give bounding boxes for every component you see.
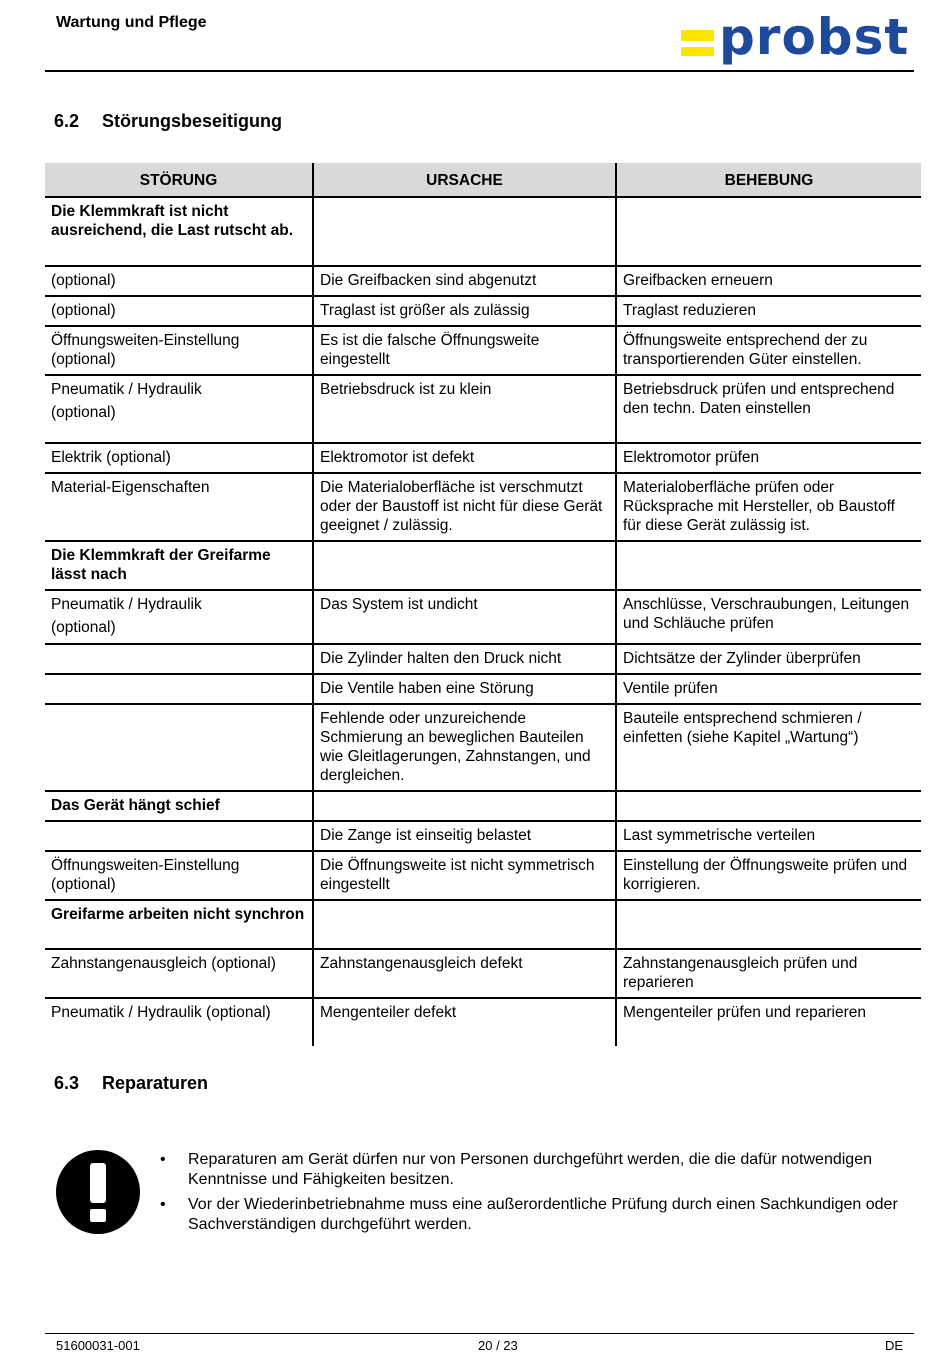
- cell-ursache: [313, 541, 616, 590]
- cell-stoerung: Öffnungsweiten-Einstellung (optional): [45, 326, 313, 375]
- table-row: [45, 266, 921, 296]
- cell-behebung: Einstellung der Öffnungsweite prüfen und korrigieren.: [616, 851, 921, 900]
- cell-stoerung: [45, 821, 313, 851]
- section-heading-6-2: [54, 111, 282, 132]
- table-row: [45, 851, 921, 900]
- cell-ursache: Die Greifbacken sind abgenutzt: [313, 266, 616, 296]
- table-row: [45, 674, 921, 704]
- section-heading-6-3: [54, 1073, 208, 1094]
- table-row: [45, 375, 921, 443]
- troubleshooting-table: [45, 163, 921, 1046]
- cell-behebung: Ventile prüfen: [616, 674, 921, 704]
- cell-stoerung: [45, 704, 313, 791]
- table-row: [45, 998, 921, 1046]
- table-header-row: [45, 163, 921, 197]
- cell-ursache: Die Zylinder halten den Druck nicht: [313, 644, 616, 674]
- cell-stoerung: Elektrik (optional): [45, 443, 313, 473]
- cell-stoerung: Das Gerät hängt schief: [45, 791, 313, 821]
- cell-stoerung: Pneumatik / Hydraulik (optional): [51, 1004, 271, 1021]
- cell-behebung: [616, 791, 921, 821]
- cell-line: (optional): [51, 619, 116, 636]
- cell-ursache: Mengenteiler defekt: [313, 998, 616, 1046]
- list-item-text: Vor der Wiederinbetriebnahme muss eine außerordentliche Prüfung durch einen Sachkundigen oder Sachverständigen durchgeführt werden.: [188, 1196, 898, 1233]
- table-row: [45, 590, 921, 644]
- cell-behebung: Betriebsdruck prüfen und entsprechend den techn. Daten einstellen: [616, 375, 921, 443]
- cell-stoerung: [45, 375, 313, 443]
- cell-behebung: Anschlüsse, Verschraubungen, Leitungen und Schläuche prüfen: [616, 590, 921, 644]
- cell-stoerung: (optional): [45, 296, 313, 326]
- cell-ursache: Traglast ist größer als zulässig: [313, 296, 616, 326]
- cell-behebung: Bauteile entsprechend schmieren / einfetten (siehe Kapitel „Wartung“): [616, 704, 921, 791]
- footer-page-number: 20 / 23: [478, 1338, 518, 1353]
- logo-bar-top: [681, 30, 714, 41]
- cell-ursache: [313, 791, 616, 821]
- table-row: [45, 644, 921, 674]
- column-header-ursache: URSACHE: [313, 163, 616, 197]
- cell-ursache: Die Materialoberfläche ist verschmutzt oder der Baustoff ist nicht für diese Gerät geeignet / zulässig.: [313, 473, 616, 541]
- cell-behebung: [616, 197, 921, 266]
- table-row: [45, 326, 921, 375]
- cell-ursache: Das System ist undicht: [313, 590, 616, 644]
- cell-stoerung: Die Klemmkraft der Greifarme lässt nach: [45, 541, 313, 590]
- cell-behebung: Last symmetrische verteilen: [616, 821, 921, 851]
- cell-behebung: Materialoberfläche prüfen oder Rücksprache mit Hersteller, ob Baustoff für diese Gerät zulässig ist.: [616, 473, 921, 541]
- table-row: [45, 296, 921, 326]
- section-title: Reparaturen: [102, 1073, 209, 1093]
- cell-stoerung: [45, 590, 313, 644]
- cell-stoerung: Öffnungsweiten-Einstellung (optional): [45, 851, 313, 900]
- footer-language: DE: [885, 1338, 904, 1353]
- exclamation-icon: [55, 1149, 141, 1235]
- cell-stoerung: Material-Eigenschaften: [45, 473, 313, 541]
- cell-ursache: Die Zange ist einseitig belastet: [313, 821, 616, 851]
- table-row: [45, 443, 921, 473]
- cell-line: Pneumatik / Hydraulik: [51, 596, 202, 613]
- cell-stoerung: [45, 644, 313, 674]
- cell-ursache: Zahnstangenausgleich defekt: [313, 949, 616, 998]
- cell-ursache: Die Öffnungsweite ist nicht symmetrisch eingestellt: [313, 851, 616, 900]
- cell-behebung: Greifbacken erneuern: [616, 266, 921, 296]
- table-row: [45, 900, 921, 949]
- list-item-text: Reparaturen am Gerät dürfen nur von Personen durchgeführt werden, die die dafür notwendigen Kenntnisse und Fähigkeiten besitzen.: [188, 1151, 872, 1188]
- section-title: Störungsbeseitigung: [102, 111, 282, 131]
- cell-behebung: Öffnungsweite entsprechend der zu transportierenden Güter einstellen.: [616, 326, 921, 375]
- logo-bar-bottom: [681, 47, 714, 56]
- table-row: [45, 197, 921, 266]
- table-row: [45, 949, 921, 998]
- list-item: • Reparaturen am Gerät dürfen nur von Personen durchgeführt werden, die die dafür notwendigen Kenntnisse und Fähigkeiten besitzen.: [160, 1151, 872, 1188]
- page-header-title: Wartung und Pflege: [56, 14, 207, 31]
- cell-behebung: Traglast reduzieren: [616, 296, 921, 326]
- header-divider: [45, 70, 914, 72]
- cell-ursache: Fehlende oder unzureichende Schmierung an beweglichen Bauteilen wie Gleitlagerungen, Zahnstangen, und dergleichen.: [313, 704, 616, 791]
- section-number: 6.2: [54, 111, 80, 131]
- logo-text: probst: [719, 8, 910, 66]
- footer-doc-number: 51600031-001: [56, 1338, 140, 1353]
- list-item: • Vor der Wiederinbetriebnahme muss eine außerordentliche Prüfung durch einen Sachkundigen oder Sachverständigen durchgeführt werden.: [160, 1196, 898, 1233]
- cell-ursache: [313, 900, 616, 949]
- cell-stoerung: (optional): [45, 266, 313, 296]
- cell-ursache: Elektromotor ist defekt: [313, 443, 616, 473]
- cell-ursache: Es ist die falsche Öffnungsweite eingestellt: [313, 326, 616, 375]
- cell-behebung: Zahnstangenausgleich prüfen und reparieren: [616, 949, 921, 998]
- table-row: [45, 791, 921, 821]
- footer-divider: [45, 1333, 914, 1334]
- cell-behebung: [616, 900, 921, 949]
- cell-stoerung: Die Klemmkraft ist nicht ausreichend, die Last rutscht ab.: [45, 197, 313, 266]
- probst-logo: [681, 8, 913, 68]
- cell-ursache: Die Ventile haben eine Störung: [313, 674, 616, 704]
- cell-stoerung: Greifarme arbeiten nicht synchron: [45, 900, 313, 949]
- warning-list: [160, 1150, 910, 1240]
- cell-behebung: Elektromotor prüfen: [616, 443, 921, 473]
- column-header-stoerung: STÖRUNG: [45, 163, 313, 197]
- table-row: [45, 821, 921, 851]
- cell-behebung: [616, 541, 921, 590]
- table-row: [45, 704, 921, 791]
- section-number: 6.3: [54, 1073, 80, 1093]
- column-header-behebung: BEHEBUNG: [616, 163, 921, 197]
- cell-ursache: Betriebsdruck ist zu klein: [313, 375, 616, 443]
- cell-line: Pneumatik / Hydraulik: [51, 381, 202, 398]
- table-row: [45, 473, 921, 541]
- cell-behebung: Dichtsätze der Zylinder überprüfen: [616, 644, 921, 674]
- cell-behebung: Mengenteiler prüfen und reparieren: [616, 998, 921, 1046]
- cell-stoerung: Zahnstangenausgleich (optional): [45, 949, 313, 998]
- cell-stoerung: [45, 674, 313, 704]
- cell-line: (optional): [51, 404, 116, 421]
- cell-ursache: [313, 197, 616, 266]
- table-row: [45, 541, 921, 590]
